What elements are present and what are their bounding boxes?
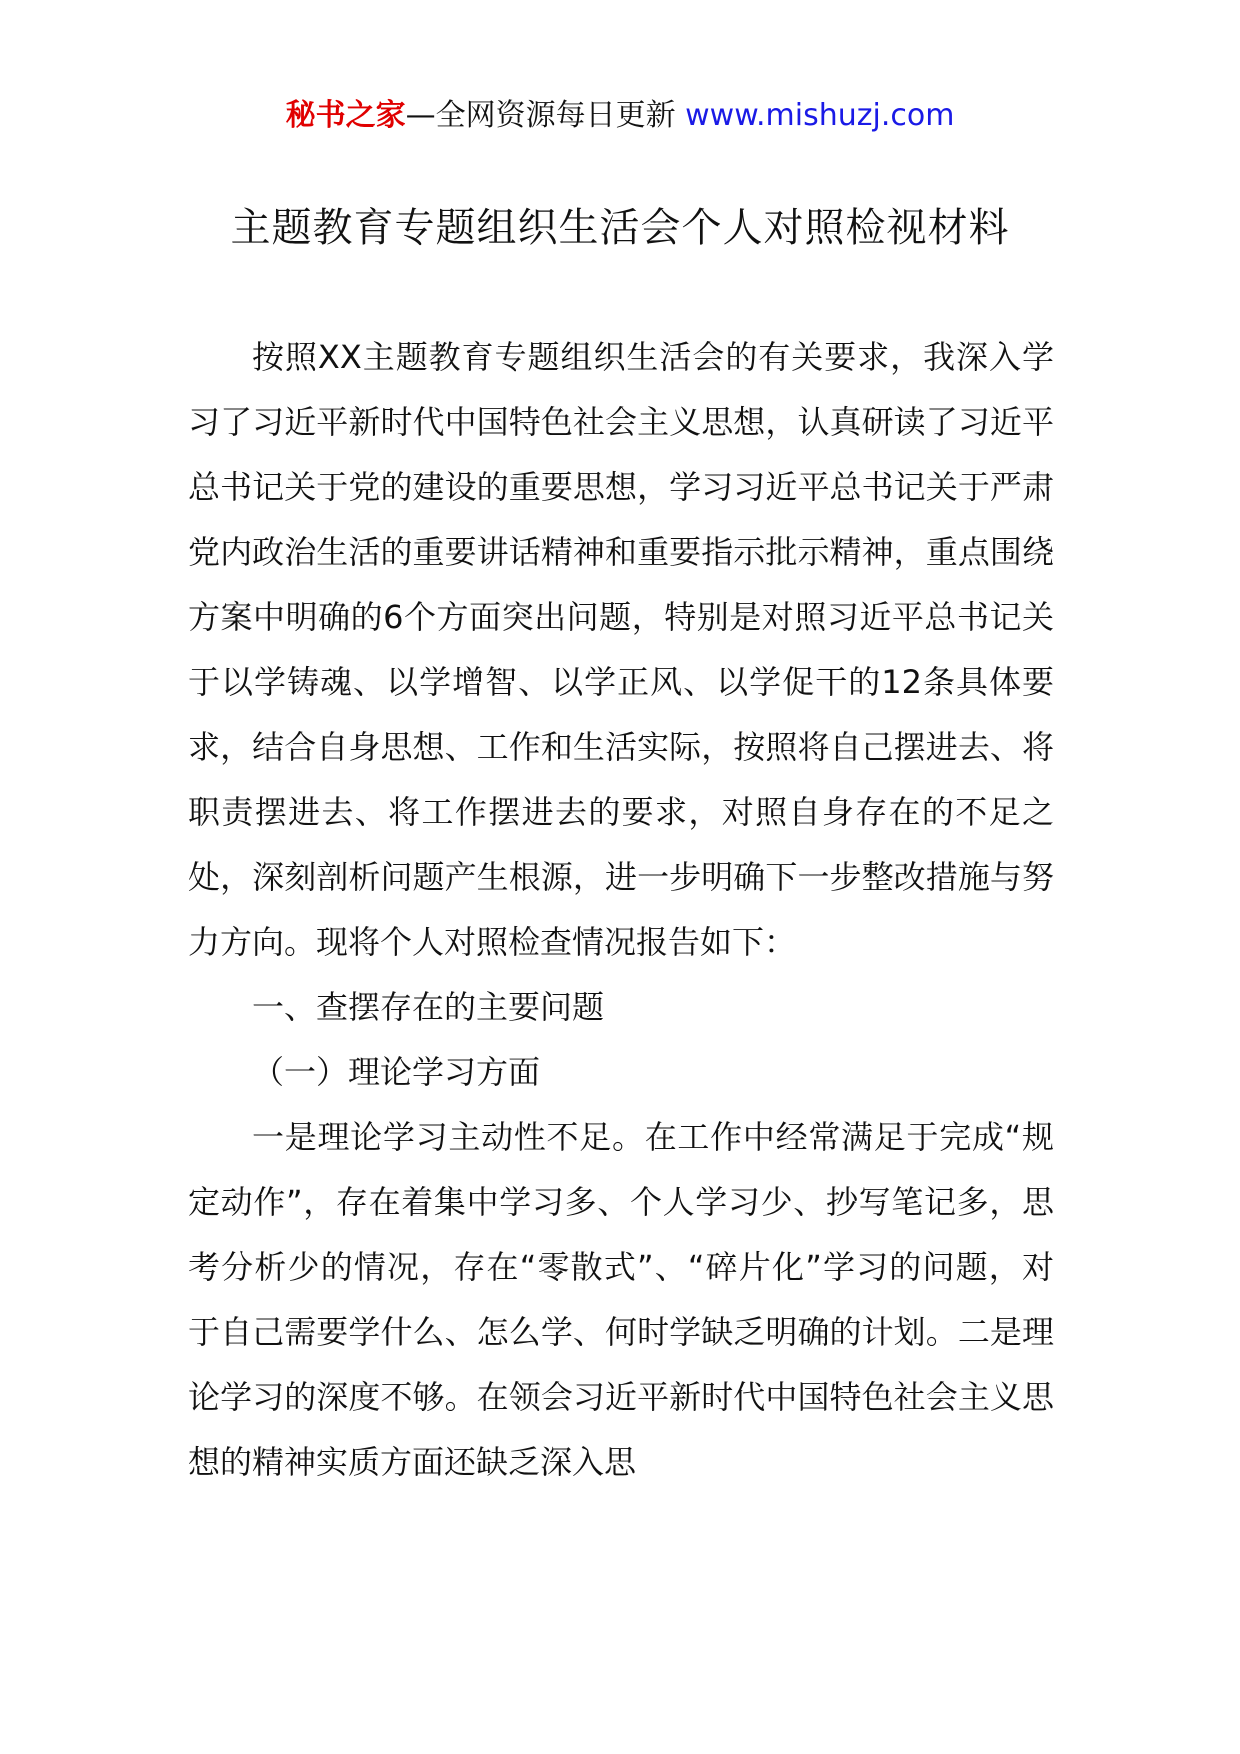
subsection-paragraph: 一是理论学习主动性不足。在工作中经常满足于完成“规定动作”，存在着集中学习多、个人学习少、抄写笔记多，思考分析少的情况，存在“零散式”、“碎片化”学习的问题，对于自己需要学什么、怎么学、何时学缺乏明确的计划。二是理论学习的深度不够。在领会习近平新时代中国特色社会主义思想的精神实质方面还缺乏深入思	[188, 1118, 1054, 1481]
brand-name: 秘书之家	[285, 98, 406, 133]
subsection-heading: （一）理论学习方面	[252, 1053, 541, 1091]
section-heading: 一、查摆存在的主要问题	[252, 988, 605, 1026]
site-url[interactable]: www.mishuzj.com	[685, 98, 955, 133]
document-title: 主题教育专题组织生活会个人对照检视材料	[230, 205, 1010, 251]
header-tagline: —全网资源每日更新	[405, 98, 676, 133]
intro-paragraph: 按照XX主题教育专题组织生活会的有关要求，我深入学习了习近平新时代中国特色社会主义思想，认真研读了习近平总书记关于党的建设的重要思想，学习习近平总书记关于严肃党内政治生活的重要讲话精神和重要指示批示精神，重点围绕方案中明确的6个方面突出问题，特别是对照习近平总书记关于以学铸魂、以学增智、以学正风、以学促干的12条具体要求，结合自身思想、工作和生活实际，按照将自己摆进去、将职责摆进去、将工作摆进去的要求，对照自身存在的不足之处，深刻剖析问题产生根源，进一步明确下一步整改措施与努力方向。现将个人对照检查情况报告如下：	[188, 338, 1054, 961]
document-body	[188, 325, 1054, 1495]
site-header	[0, 96, 1240, 136]
